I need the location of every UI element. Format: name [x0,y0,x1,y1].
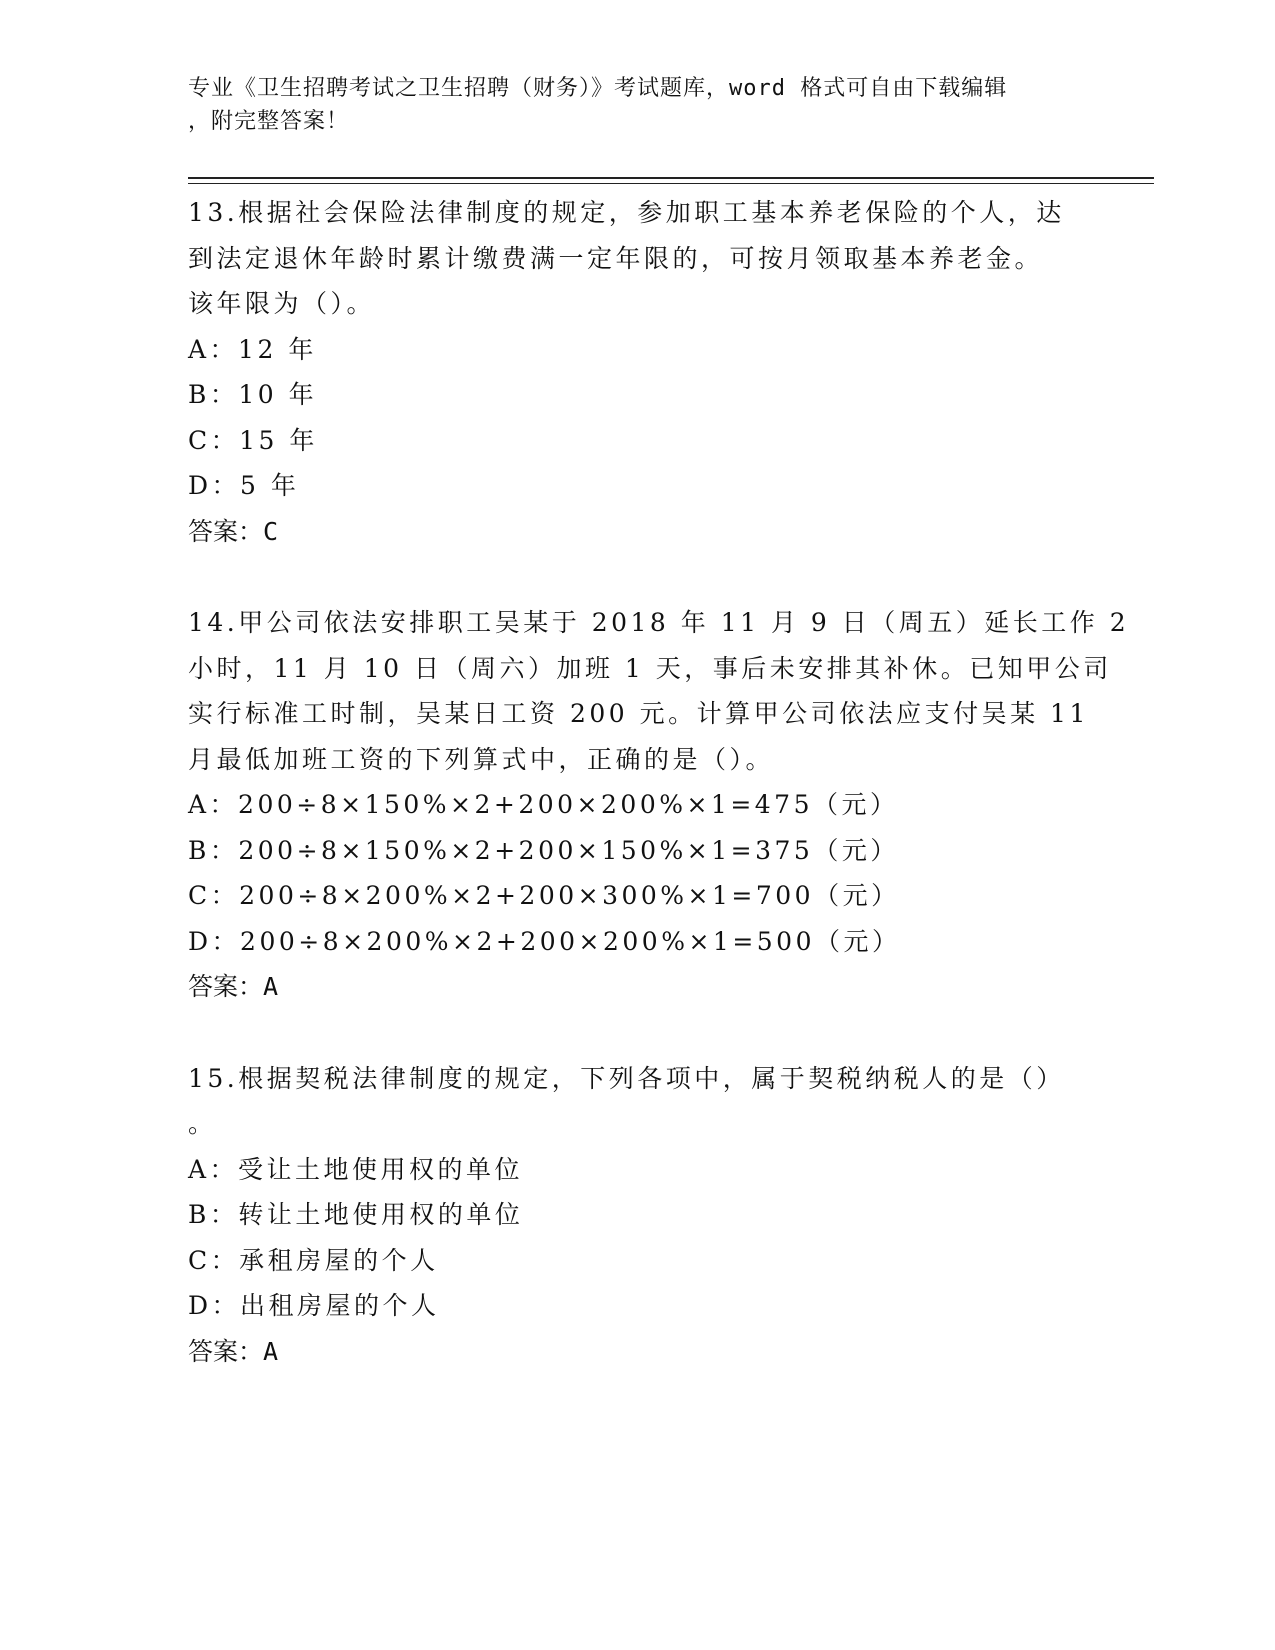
question-stem-line: 14.甲公司依法安排职工吴某于 2018 年 11 月 9 日（周五）延长工作 2 [188,608,1130,637]
option-a: A：12 年 [188,334,317,364]
option-a: A：受让土地使用权的单位 [188,1154,524,1184]
question-spacer [188,554,1088,600]
answer-line: 答案：C [188,516,279,546]
question-stem-line: 小时，11 月 10 日（周六）加班 1 天，事后未安排其补休。已知甲公司 [188,653,1112,683]
option-c: C：200÷8×200%×2+200×300%×1=700（元） [188,881,900,910]
question-13 [188,190,1088,554]
option-a: A：200÷8×150%×2+200×200%×1=475（元） [188,790,899,819]
question-stem-line: 月最低加班工资的下列算式中，正确的是（）。 [188,744,775,774]
option-c: C：15 年 [188,425,318,455]
document-header [188,72,1068,138]
header-line-2: ，附完整答案！ [188,109,350,134]
option-b: B：10 年 [188,380,318,409]
answer-line: 答案：A [188,972,279,1001]
option-d: D：5 年 [188,471,300,500]
option-c: C：承租房屋的个人 [188,1245,439,1275]
header-divider-thin [188,183,1154,184]
option-b: B：转让土地使用权的单位 [188,1200,524,1229]
header-divider-thick [188,177,1154,179]
question-stem-line: 13.根据社会保险法律制度的规定，参加职工基本养老保险的个人，达 [188,198,1065,227]
question-list [188,190,1130,1374]
question-14 [188,600,1130,1010]
header-line-1: 专业《卫生招聘考试之卫生招聘（财务）》考试题库，word 格式可自由下载编辑 [188,76,1008,101]
question-stem-line: 实行标准工时制，吴某日工资 200 元。计算甲公司依法应支付吴某 11 [188,699,1089,728]
option-b: B：200÷8×150%×2+200×150%×1=375（元） [188,835,899,865]
question-stem-line: 到法定退休年龄时累计缴费满一定年限的，可按月领取基本养老金。 [188,243,1044,273]
question-stem-line: 该年限为（）。 [188,289,376,318]
option-d: D：200÷8×200%×2+200×200%×1=500（元） [188,926,901,956]
question-stem-line: 15.根据契税法律制度的规定，下列各项中，属于契税纳税人的是（） [188,1063,1065,1093]
option-d: D：出租房屋的个人 [188,1291,440,1320]
question-15 [188,1056,1088,1375]
question-stem-line: 。 [188,1109,217,1138]
answer-line: 答案：A [188,1336,279,1366]
question-spacer [188,1010,1088,1056]
